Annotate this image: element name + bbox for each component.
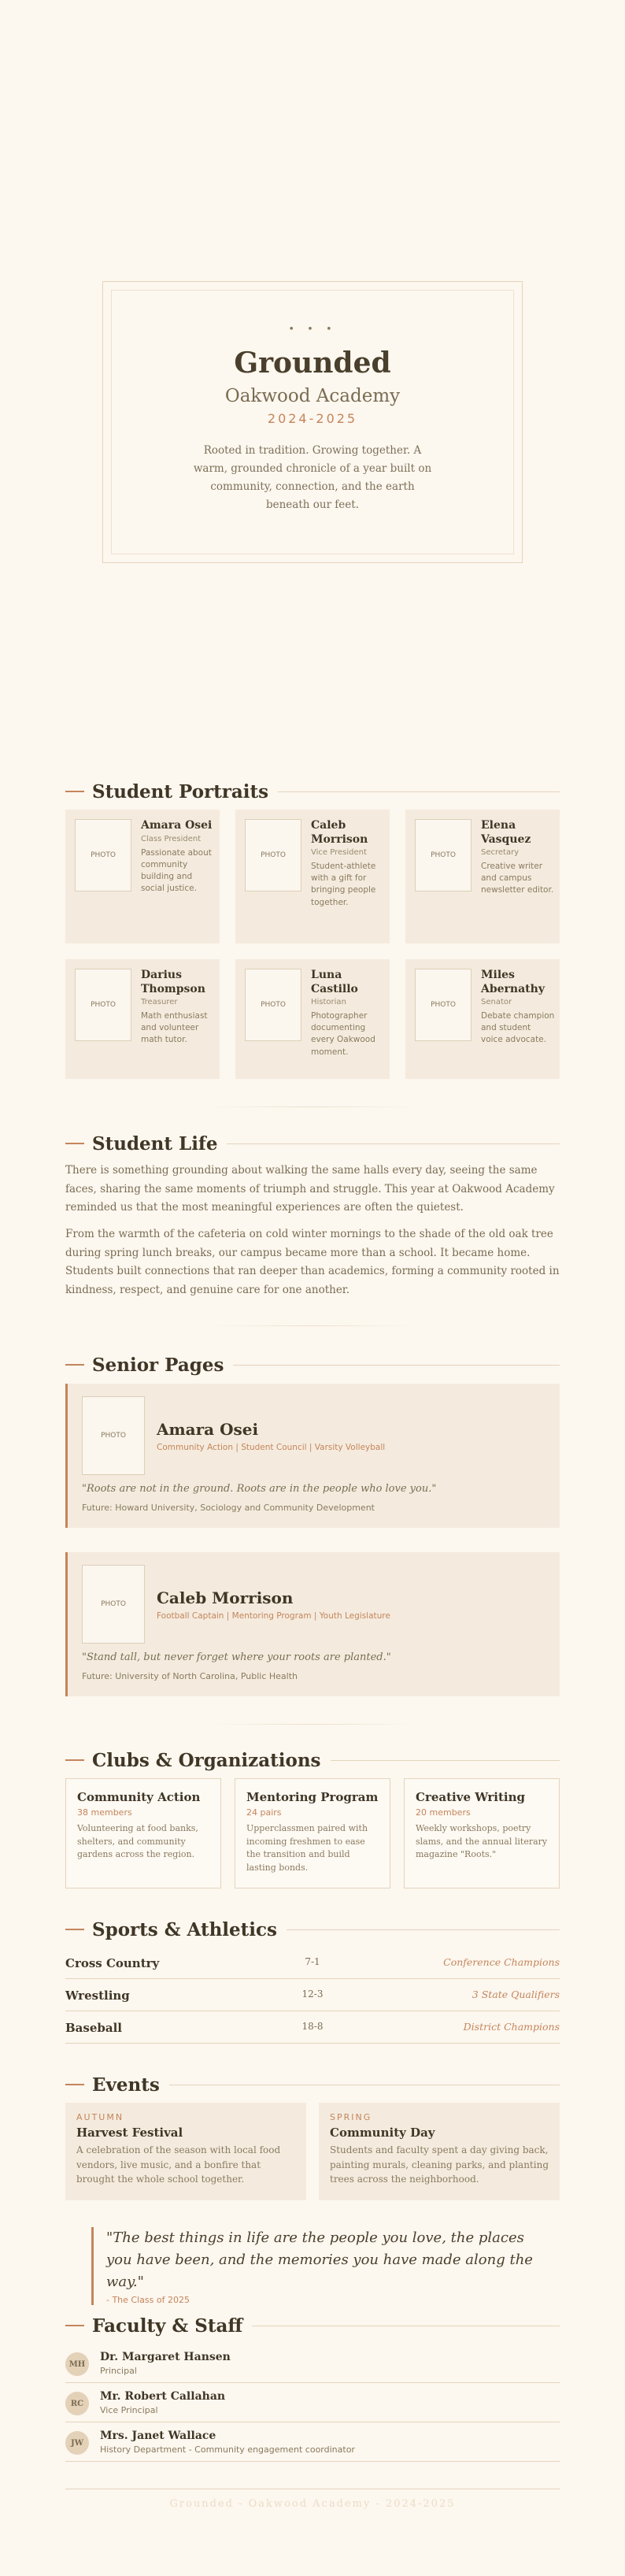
staff-role: Principal (100, 2366, 137, 2376)
senior-future-plans: Future: University of North Carolina, Public Health (82, 1671, 298, 1681)
club-name: Creative Writing (416, 1790, 526, 1804)
section-title: Events (92, 2074, 160, 2096)
footer-text: Grounded - Oakwood Academy - 2024-2025 (169, 2498, 456, 2510)
portrait-role: Secretary (481, 848, 520, 857)
portrait-card[interactable] (235, 810, 390, 943)
section-accent-bar (65, 1759, 84, 1761)
sport-row[interactable] (65, 2011, 560, 2044)
section-header-sports (65, 1918, 560, 1941)
portrait-role: Vice President (311, 848, 367, 857)
section-divider (213, 1106, 412, 1107)
staff-row[interactable] (65, 2422, 560, 2462)
cover-title: Grounded (234, 347, 391, 380)
section-header-portraits (65, 780, 560, 803)
photo-placeholder: PHOTO (415, 969, 472, 1041)
senior-activities: Football Captain | Mentoring Program | Youth Legislature (157, 1611, 390, 1621)
portrait-role: Historian (311, 998, 346, 1006)
section-title: Student Portraits (92, 780, 269, 802)
section-title: Senior Pages (92, 1354, 224, 1376)
event-season: SPRING (330, 2112, 372, 2122)
portrait-card[interactable] (405, 959, 560, 1079)
section-rule (278, 791, 560, 792)
sport-record: 7-1 (305, 1956, 320, 1967)
event-description: Students and faculty spent a day giving back, painting murals, cleaning parks, and planting trees across the neighborhood. (330, 2144, 549, 2185)
club-members: 20 members (416, 1807, 471, 1818)
portrait-name: Caleb Morrison (311, 819, 368, 846)
section-title: Student Life (92, 1132, 218, 1155)
staff-name: Mrs. Janet Wallace (100, 2430, 216, 2442)
section-accent-bar (65, 1143, 84, 1144)
event-season: AUTUMN (76, 2112, 124, 2122)
section-rule (233, 1365, 560, 1366)
senior-photo-placeholder: PHOTO (82, 1565, 145, 1644)
event-name: Harvest Festival (76, 2126, 183, 2140)
section-title: Clubs & Organizations (92, 1749, 321, 1771)
portrait-role: Senator (481, 998, 512, 1006)
student-life-paragraph: There is something grounding about walking the same halls every day, seeing the same faces, sharing the same moments of triumph and struggle. This year at Oakwood Academy reminded us that the most meaningful experiences are often the quietest. (65, 1164, 555, 1214)
portrait-card[interactable] (405, 810, 560, 943)
sport-record: 18-8 (301, 2021, 324, 2032)
cover-description: Rooted in tradition. Growing together. A warm, grounded chronicle of a year built on community, connection, and the earth beneath our feet. (193, 444, 432, 511)
sport-record: 12-3 (301, 1989, 324, 2000)
club-card[interactable] (235, 1778, 390, 1888)
sport-name: Baseball (65, 2021, 122, 2035)
sport-name: Cross Country (65, 1956, 160, 1970)
section-header-senior-pages (65, 1353, 560, 1377)
portrait-description: Passionate about community building and social justice. (141, 847, 212, 894)
staff-role: Vice Principal (100, 2405, 158, 2415)
section-divider (213, 1325, 412, 1326)
section-accent-bar (65, 2325, 84, 2326)
club-card[interactable] (65, 1778, 221, 1888)
senior-card[interactable] (65, 1384, 560, 1528)
section-rule (227, 1143, 560, 1144)
portrait-role: Class President (141, 834, 202, 843)
portrait-description: Debate champion and student voice advocate. (481, 1011, 555, 1045)
sport-row[interactable] (65, 1947, 560, 1979)
section-divider (213, 1724, 412, 1725)
club-name: Mentoring Program (246, 1790, 379, 1804)
section-header-clubs (65, 1748, 560, 1772)
portrait-name: Miles Abernathy (481, 969, 545, 995)
cover-inner-frame (111, 290, 514, 554)
portrait-description: Math enthusiast and volunteer math tutor. (141, 1011, 208, 1045)
club-description: Upperclassmen paired with incoming freshmen to ease the transition and build lasting bonds. (246, 1823, 368, 1873)
sport-name: Wrestling (65, 1989, 130, 2003)
portrait-card[interactable] (235, 959, 390, 1079)
club-members: 24 pairs (246, 1807, 282, 1818)
photo-placeholder: PHOTO (415, 819, 472, 891)
senior-quote: "Stand tall, but never forget where your roots are planted." (82, 1651, 391, 1663)
portrait-card[interactable] (65, 959, 220, 1079)
section-title: Sports & Athletics (92, 1918, 277, 1940)
portrait-card[interactable] (65, 810, 220, 943)
cover-years: 2024-2025 (267, 411, 358, 426)
sport-row[interactable] (65, 1979, 560, 2011)
senior-name: Caleb Morrison (157, 1588, 294, 1607)
portrait-name: Darius Thompson (141, 969, 205, 995)
student-life-paragraph: From the warmth of the cafeteria on cold winter mornings to the shade of the old oak tree during spring lunch breaks, our campus became more than a school. It became home. Students built connections that ran deeper than academics, forming a community rooted in kindness, respect, and genuine care for one another. (65, 1228, 560, 1296)
event-name: Community Day (330, 2126, 435, 2140)
quote-attribution: - The Class of 2025 (106, 2294, 190, 2305)
portrait-description: Student-athlete with a gift for bringing people together. (311, 862, 376, 907)
senior-card[interactable] (65, 1552, 560, 1696)
section-accent-bar (65, 2084, 84, 2085)
event-card[interactable] (65, 2103, 306, 2200)
senior-name: Amara Osei (157, 1420, 259, 1439)
avatar: MH (65, 2352, 89, 2376)
class-quote (91, 2227, 543, 2305)
senior-future-plans: Future: Howard University, Sociology and Community Development (82, 1503, 375, 1513)
section-accent-bar (65, 791, 84, 792)
sport-honor: 3 State Qualifiers (472, 1989, 560, 2000)
sport-honor: Conference Champions (443, 1956, 560, 1968)
club-description: Weekly workshops, poetry slams, and the annual literary magazine "Roots." (416, 1823, 548, 1859)
quote-text: "The best things in life are the people you love, the places you have been, and the memories you have made along the way." (106, 2229, 533, 2290)
event-description: A celebration of the season with local food vendors, live music, and a bonfire that brought the whole school together. (76, 2144, 281, 2185)
club-members: 38 members (77, 1807, 132, 1818)
section-rule (287, 1929, 560, 1930)
event-card[interactable] (319, 2103, 560, 2200)
portrait-name: Luna Castillo (311, 969, 358, 995)
staff-name: Dr. Margaret Hansen (100, 2351, 231, 2363)
section-accent-bar (65, 1364, 84, 1366)
club-name: Community Action (77, 1790, 201, 1804)
senior-photo-placeholder: PHOTO (82, 1396, 145, 1475)
staff-row[interactable] (65, 2343, 560, 2383)
portrait-description: Photographer documenting every Oakwood moment. (311, 1011, 375, 1057)
portrait-role: Treasurer (141, 998, 178, 1006)
sport-honor: District Champions (463, 2021, 560, 2033)
photo-placeholder: PHOTO (245, 819, 301, 891)
section-header-events (65, 2073, 560, 2096)
staff-row[interactable] (65, 2382, 560, 2422)
section-accent-bar (65, 1929, 84, 1930)
section-rule (331, 1760, 560, 1761)
avatar: RC (65, 2392, 89, 2415)
section-title: Faculty & Staff (92, 2315, 243, 2337)
club-card[interactable] (404, 1778, 560, 1888)
portrait-name: Elena Vasquez (481, 819, 531, 846)
photo-placeholder: PHOTO (75, 819, 131, 891)
section-header-staff (65, 2314, 560, 2337)
club-description: Volunteering at food banks, shelters, and community gardens across the region. (77, 1823, 198, 1859)
staff-role: History Department - Community engagement coordinator (100, 2444, 355, 2455)
avatar: JW (65, 2431, 89, 2455)
senior-quote: "Roots are not in the ground. Roots are in the people who love you." (82, 1483, 437, 1495)
photo-placeholder: PHOTO (245, 969, 301, 1041)
staff-name: Mr. Robert Callahan (100, 2390, 226, 2403)
cover-frame (102, 281, 523, 563)
cover-ornament: • • • (288, 324, 337, 335)
senior-activities: Community Action | Student Council | Varsity Volleyball (157, 1443, 386, 1452)
portrait-description: Creative writer and campus newsletter editor. (481, 862, 554, 895)
cover-school: Oakwood Academy (224, 386, 401, 406)
portrait-name: Amara Osei (141, 819, 213, 832)
section-header-student-life (65, 1132, 560, 1155)
photo-placeholder: PHOTO (75, 969, 131, 1041)
